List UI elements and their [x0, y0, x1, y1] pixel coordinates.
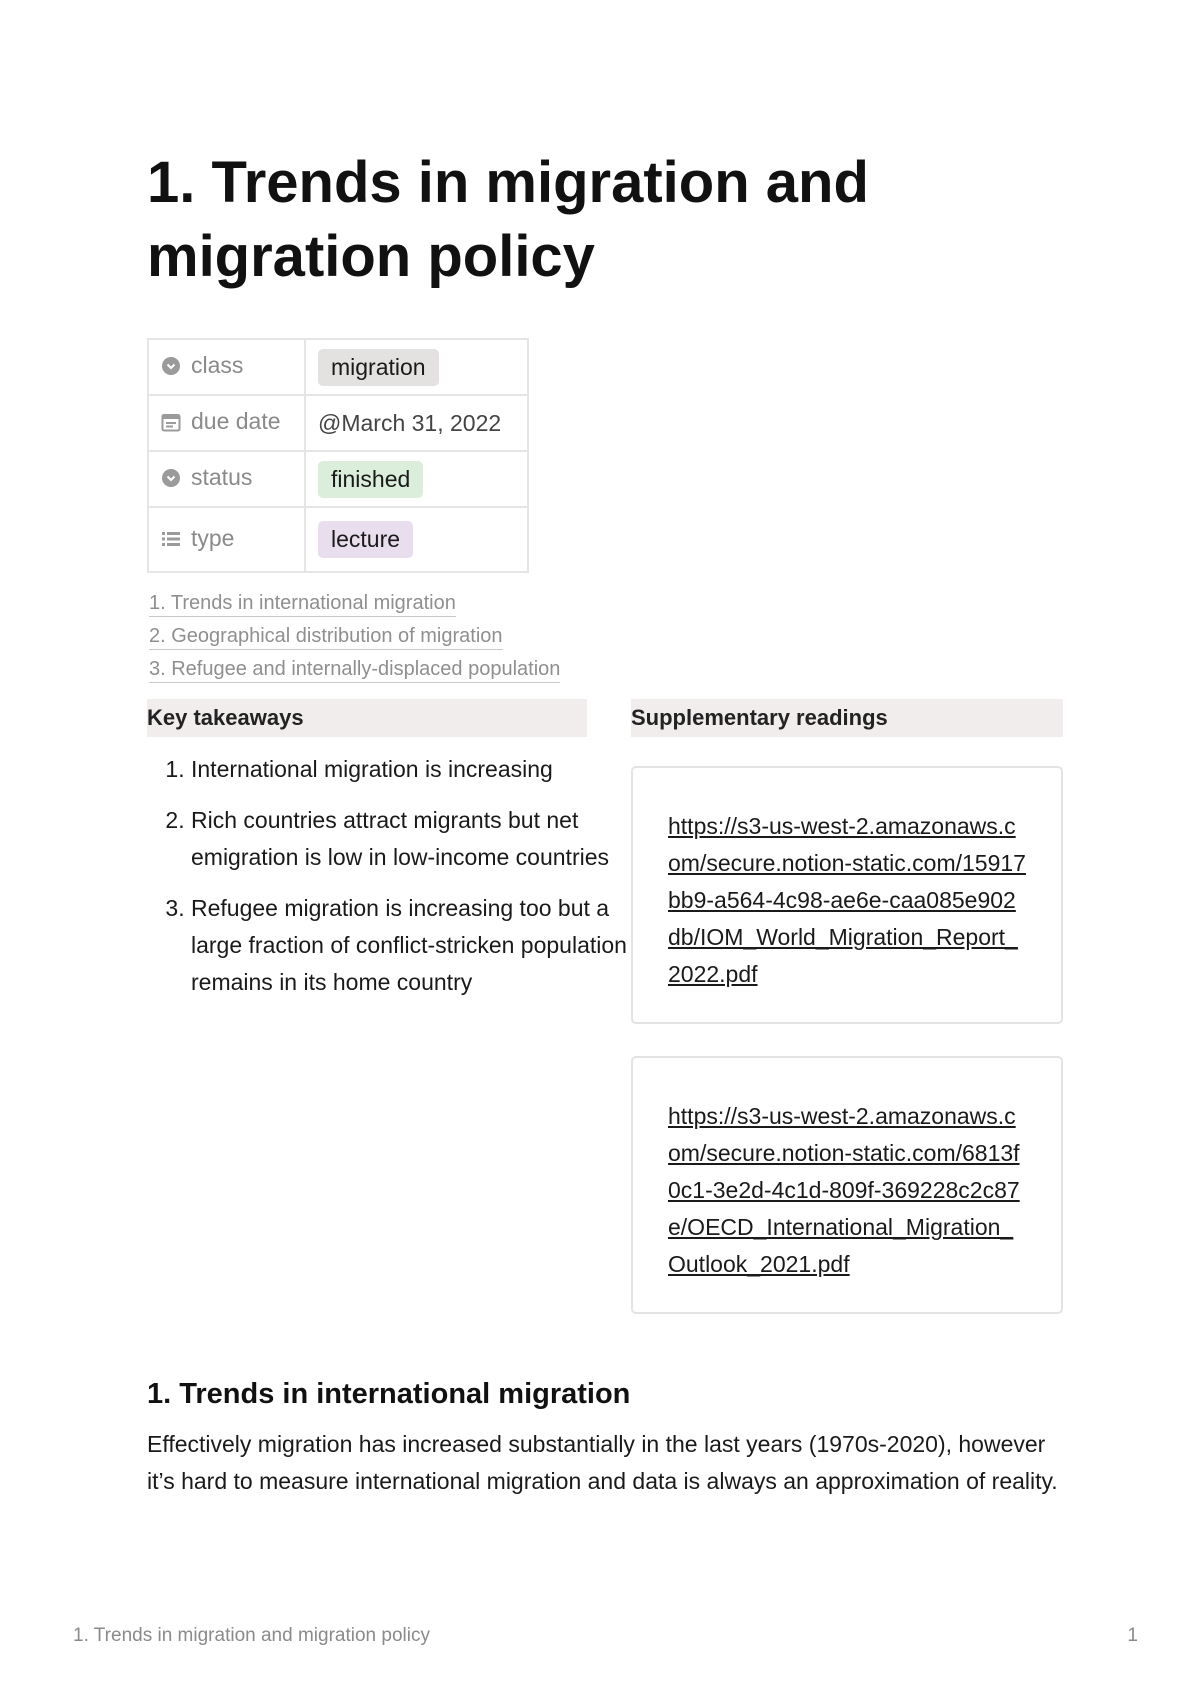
- list-icon: [161, 528, 181, 555]
- select-icon: [161, 355, 181, 382]
- due-date-value[interactable]: @March 31, 2022: [318, 409, 502, 436]
- key-takeaways-heading: Key takeaways: [147, 699, 587, 737]
- reading-link[interactable]: https://s3-us-west-2.amazonaws.com/secure.notion-static.com/6813f0c1-3e2d-4c1d-809f-369228c2c87e/OECD_International_Migration_Outlook_2021.pdf: [668, 1103, 1020, 1277]
- property-row-class: [148, 339, 528, 395]
- reading-link[interactable]: https://s3-us-west-2.amazonaws.com/secure.notion-static.com/15917bb9-a564-4c98-ae6e-caa085e902db/IOM_World_Migration_Report_2022.pdf: [668, 813, 1026, 987]
- status-pill[interactable]: finished: [318, 461, 423, 498]
- key-takeaways-list: [147, 751, 631, 1015]
- property-key: status: [148, 451, 305, 507]
- table-of-contents: [149, 590, 560, 689]
- reading-card: [631, 1056, 1063, 1314]
- reading-card: [631, 766, 1063, 1024]
- property-value[interactable]: [305, 451, 528, 507]
- property-row-due-date: [148, 395, 528, 451]
- list-item: 3. Refugee migration is increasing too but a large fraction of conflict-stricken population remains in its home country: [191, 890, 631, 1001]
- list-item: 1. International migration is increasing: [191, 751, 631, 788]
- toc-link[interactable]: 3. Refugee and internally-displaced population: [149, 656, 560, 683]
- footer-title: 1. Trends in migration and migration policy: [73, 1625, 430, 1646]
- type-pill[interactable]: lecture: [318, 521, 413, 558]
- property-key: class: [148, 339, 305, 395]
- property-value[interactable]: [305, 395, 528, 451]
- toc-link[interactable]: 2. Geographical distribution of migration: [149, 623, 503, 650]
- section-paragraph: Effectively migration has increased substantially in the last years (1970s-2020), however it’s hard to measure international migration and data is always an approximation of reality.: [147, 1431, 1058, 1494]
- property-key: due date: [148, 395, 305, 451]
- property-value[interactable]: [305, 339, 528, 395]
- section-heading: 1. Trends in international migration: [147, 1378, 631, 1410]
- select-icon: [161, 467, 181, 494]
- calendar-icon: [161, 411, 181, 438]
- list-item: 2. Rich countries attract migrants but net emigration is low in low-income countries: [191, 802, 631, 876]
- property-value[interactable]: [305, 507, 528, 572]
- class-pill[interactable]: migration: [318, 349, 439, 386]
- properties-table: [147, 338, 529, 573]
- page-title: 1. Trends in migration and migration policy: [147, 150, 869, 289]
- property-row-type: [148, 507, 528, 572]
- property-key: type: [148, 507, 305, 572]
- supplementary-readings-heading: Supplementary readings: [631, 699, 1063, 737]
- page-number: 1: [1127, 1625, 1138, 1646]
- toc-link[interactable]: 1. Trends in international migration: [149, 590, 456, 617]
- property-row-status: [148, 451, 528, 507]
